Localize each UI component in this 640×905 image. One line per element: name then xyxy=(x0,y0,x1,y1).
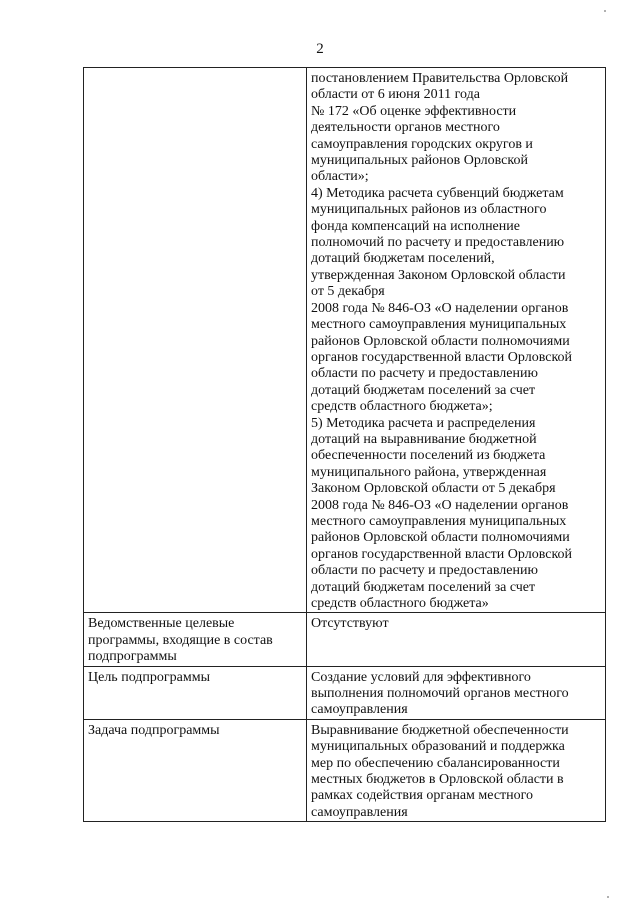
value-line: области по расчету и предоставлению xyxy=(311,366,538,382)
value-line: 4) Методика расчета субвенций бюджетам xyxy=(311,185,564,201)
value-line: дотаций бюджетам поселений за счет xyxy=(311,579,536,595)
value-line: районов Орловской области полномочиями xyxy=(311,333,570,349)
passport-table-body xyxy=(84,68,606,822)
scan-speck xyxy=(604,10,606,12)
value-line: местных бюджетов в Орловской области в xyxy=(311,772,564,788)
value-line: средств областного бюджета»; xyxy=(311,399,493,415)
value-line: дотаций бюджетам поселений, xyxy=(311,251,495,267)
value-line: Создание условий для эффективного xyxy=(311,669,531,685)
value-line: 2008 года № 846-ОЗ «О наделении органов xyxy=(311,300,569,316)
row-value-cell xyxy=(307,613,606,666)
value-line: дотаций на выравнивание бюджетной xyxy=(311,431,537,447)
value-line: фонда компенсаций на исполнение xyxy=(311,218,520,234)
table-row xyxy=(84,666,606,719)
value-line: области»; xyxy=(311,169,369,185)
value-line: Отсутствуют xyxy=(311,616,389,632)
label-line: программы, входящие в состав xyxy=(88,632,273,648)
label-line: Цель подпрограммы xyxy=(88,669,210,685)
value-line: местного самоуправления муниципальных xyxy=(311,317,567,333)
value-line: рамках содействия органам местного xyxy=(311,788,534,804)
value-line: средств областного бюджета» xyxy=(311,596,489,611)
value-line: самоуправления xyxy=(311,702,408,718)
value-line: местного самоуправления муниципальных xyxy=(311,513,567,529)
value-line: муниципального района, утвержденная xyxy=(311,464,547,480)
value-line: 2008 года № 846-ОЗ «О наделении органов xyxy=(311,497,569,513)
value-line: области от 6 июня 2011 года xyxy=(311,87,480,103)
value-line: органов государственной власти Орловской xyxy=(311,349,573,365)
value-line: органов государственной власти Орловской xyxy=(311,546,573,562)
value-line: дотаций бюджетам поселений за счет xyxy=(311,382,536,398)
value-line: мер по обеспечению сбалансированности xyxy=(311,755,560,771)
row-label-cell xyxy=(84,719,307,821)
value-line: обеспеченности поселений из бюджета xyxy=(311,448,546,464)
row-label-cell xyxy=(84,666,307,719)
row-value-cell xyxy=(307,719,606,821)
value-line: от 5 декабря xyxy=(311,284,385,300)
row-label-cell xyxy=(84,613,307,666)
value-line: Выравнивание бюджетной обеспеченности xyxy=(311,722,569,738)
value-line: постановлением Правительства Орловской xyxy=(311,71,569,86)
value-line: деятельности органов местного xyxy=(311,120,500,136)
label-line: Ведомственные целевые xyxy=(88,616,235,632)
value-line: утвержденная Законом Орловской области xyxy=(311,267,566,283)
table-row xyxy=(84,613,606,666)
row-value-cell xyxy=(307,666,606,719)
value-line: районов Орловской области полномочиями xyxy=(311,530,570,546)
passport-table xyxy=(83,67,606,822)
value-line: выполнения полномочий органов местного xyxy=(311,686,569,702)
value-line: муниципальных образований и поддержка xyxy=(311,739,565,755)
value-line: муниципальных районов из областного xyxy=(311,202,547,218)
row-value-cell xyxy=(307,68,606,613)
row-label-cell xyxy=(84,68,307,613)
label-line: подпрограммы xyxy=(88,649,177,665)
page-number: 2 xyxy=(316,41,324,57)
value-line: области по расчету и предоставлению xyxy=(311,563,538,579)
value-line: полномочий по расчету и предоставлению xyxy=(311,235,565,251)
label-line: Задача подпрограммы xyxy=(88,722,220,738)
value-line: № 172 «Об оценке эффективности xyxy=(311,103,517,119)
value-line: 5) Методика расчета и распределения xyxy=(311,415,536,431)
value-line: самоуправления xyxy=(311,804,408,820)
value-line: Законом Орловской области от 5 декабря xyxy=(311,481,556,497)
scan-speck xyxy=(607,896,609,898)
value-line: самоуправления городских округов и xyxy=(311,136,533,152)
table-row xyxy=(84,719,606,821)
value-line: муниципальных районов Орловской xyxy=(311,153,528,169)
table-row xyxy=(84,68,606,613)
